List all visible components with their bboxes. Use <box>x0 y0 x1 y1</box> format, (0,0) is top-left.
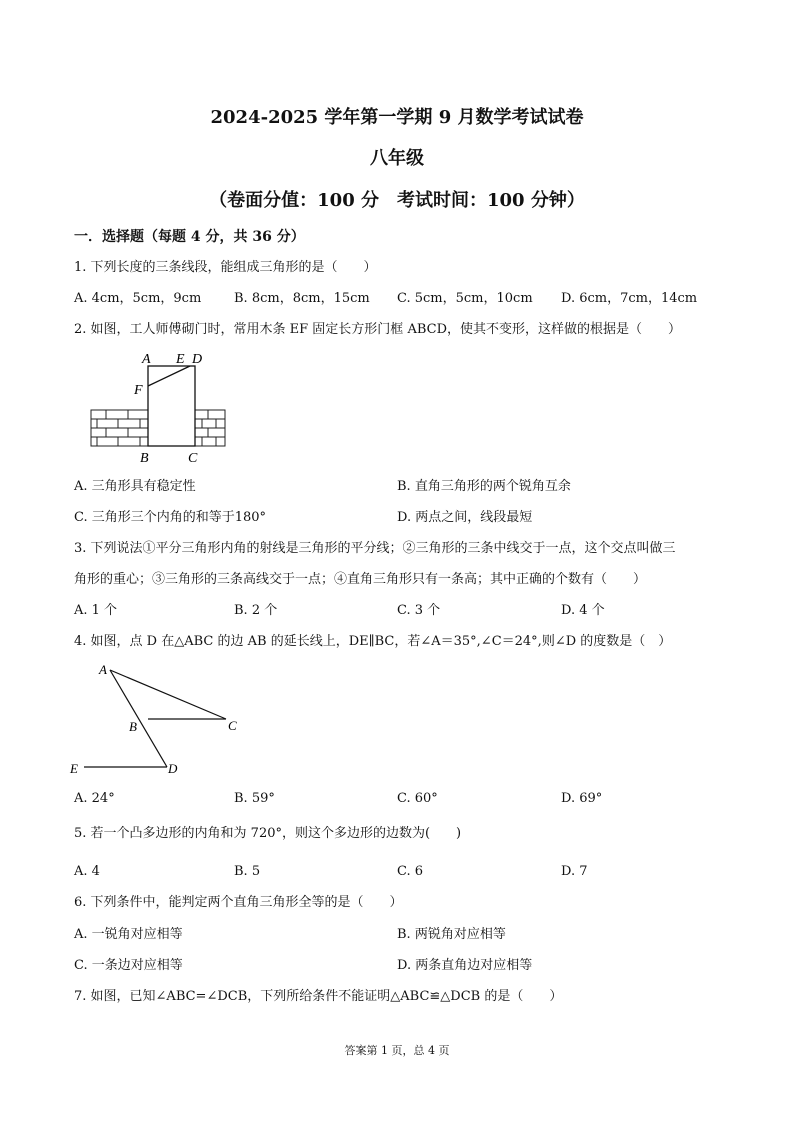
segment-ac <box>110 670 226 719</box>
question-4-stem: 4. 如图，点 D 在△ABC 的边 AB 的延长线上，DE∥BC，若∠A＝35°,∠C＝24°,则∠D 的度数是（ ） <box>74 634 672 649</box>
question-2-stem: 2. 如图，工人师傅砌门时，常用木条 EF 固定长方形门框 ABCD，使其不变形，这样做的根据是（ ） <box>74 322 681 337</box>
label-d: D <box>168 761 178 776</box>
question-6-option-a: A. 一锐角对应相等 <box>74 927 183 942</box>
question-5-option-d: D. 7 <box>561 864 588 879</box>
question-6-stem: 6. 下列条件中，能判定两个直角三角形全等的是（ ） <box>74 895 403 910</box>
label-b: B <box>129 719 137 734</box>
question-1-option-b: B. 8cm，8cm，15cm <box>234 291 370 306</box>
question-1-option-d: D. 6cm，7cm，14cm <box>561 291 698 306</box>
question-6-option-d: D. 两条直角边对应相等 <box>397 958 533 973</box>
question-5-stem: 5. 若一个凸多边形的内角和为 720°，则这个多边形的边数为( ) <box>74 826 462 841</box>
question-2-option-b: B. 直角三角形的两个锐角互余 <box>397 479 571 494</box>
question-4-option-b: B. 59° <box>234 791 275 806</box>
question-4-option-c: C. 60° <box>397 791 438 806</box>
brick-wall-right <box>195 410 225 446</box>
question-2-option-d: D. 两点之间，线段最短 <box>397 510 533 525</box>
label-f: F <box>134 383 143 398</box>
question-7-stem: 7. 如图，已知∠ABC=∠DCB，下列所给条件不能证明△ABC≌△DCB 的是（ ） <box>74 989 563 1004</box>
question-3-option-b: B. 2 个 <box>234 603 278 618</box>
label-e: E <box>70 761 78 776</box>
question-3-stem-line1: 3. 下列说法①平分三角形内角的射线是三角形的平分线；②三角形的三条中线交于一点，这个交点叫做三 <box>74 541 676 556</box>
question-1-option-c: C. 5cm，5cm，10cm <box>397 291 533 306</box>
label-a: A <box>142 352 151 367</box>
question-6-option-b: B. 两锐角对应相等 <box>397 927 506 942</box>
question-1-option-a: A. 4cm，5cm，9cm <box>74 291 202 306</box>
label-d: D <box>192 352 203 367</box>
question-2-option-c: C. 三角形三个内角的和等于180° <box>74 510 267 525</box>
label-c: C <box>188 451 198 466</box>
label-c: C <box>228 718 237 733</box>
door-frame-rect <box>148 366 195 446</box>
question-2-option-a: A. 三角形具有稳定性 <box>74 479 196 494</box>
grade-label: 八年级 <box>370 148 424 169</box>
triangle-figure <box>66 660 256 782</box>
question-6-option-c: C. 一条边对应相等 <box>74 958 183 973</box>
label-b: B <box>140 451 149 466</box>
page-footer: 答案第 1 页，总 4 页 <box>344 1044 450 1057</box>
question-4-option-d: D. 69° <box>561 791 603 806</box>
section-heading: 一．选择题（每题 4 分，共 36 分） <box>74 229 305 245</box>
exam-info: （卷面分值：100 分 考试时间：100 分钟） <box>209 190 585 211</box>
question-1-stem: 1. 下列长度的三条线段，能组成三角形的是（ ） <box>74 260 377 275</box>
question-3-stem-line2: 角形的重心；③三角形的三条高线交于一点；④直角三角形只有一条高；其中正确的个数有（ ） <box>74 572 647 587</box>
door-frame-figure <box>88 348 230 466</box>
question-3-option-a: A. 1 个 <box>74 603 118 618</box>
question-5-option-b: B. 5 <box>234 864 261 879</box>
question-5-option-a: A. 4 <box>74 864 100 879</box>
question-4-option-a: A. 24° <box>74 791 115 806</box>
label-a: A <box>99 662 107 677</box>
question-3-option-c: C. 3 个 <box>397 603 441 618</box>
question-5-option-c: C. 6 <box>397 864 424 879</box>
question-3-option-d: D. 4 个 <box>561 603 605 618</box>
exam-title: 2024-2025 学年第一学期 9 月数学考试试卷 <box>210 107 584 128</box>
brick-wall-left <box>91 410 148 446</box>
label-e: E <box>176 352 185 367</box>
